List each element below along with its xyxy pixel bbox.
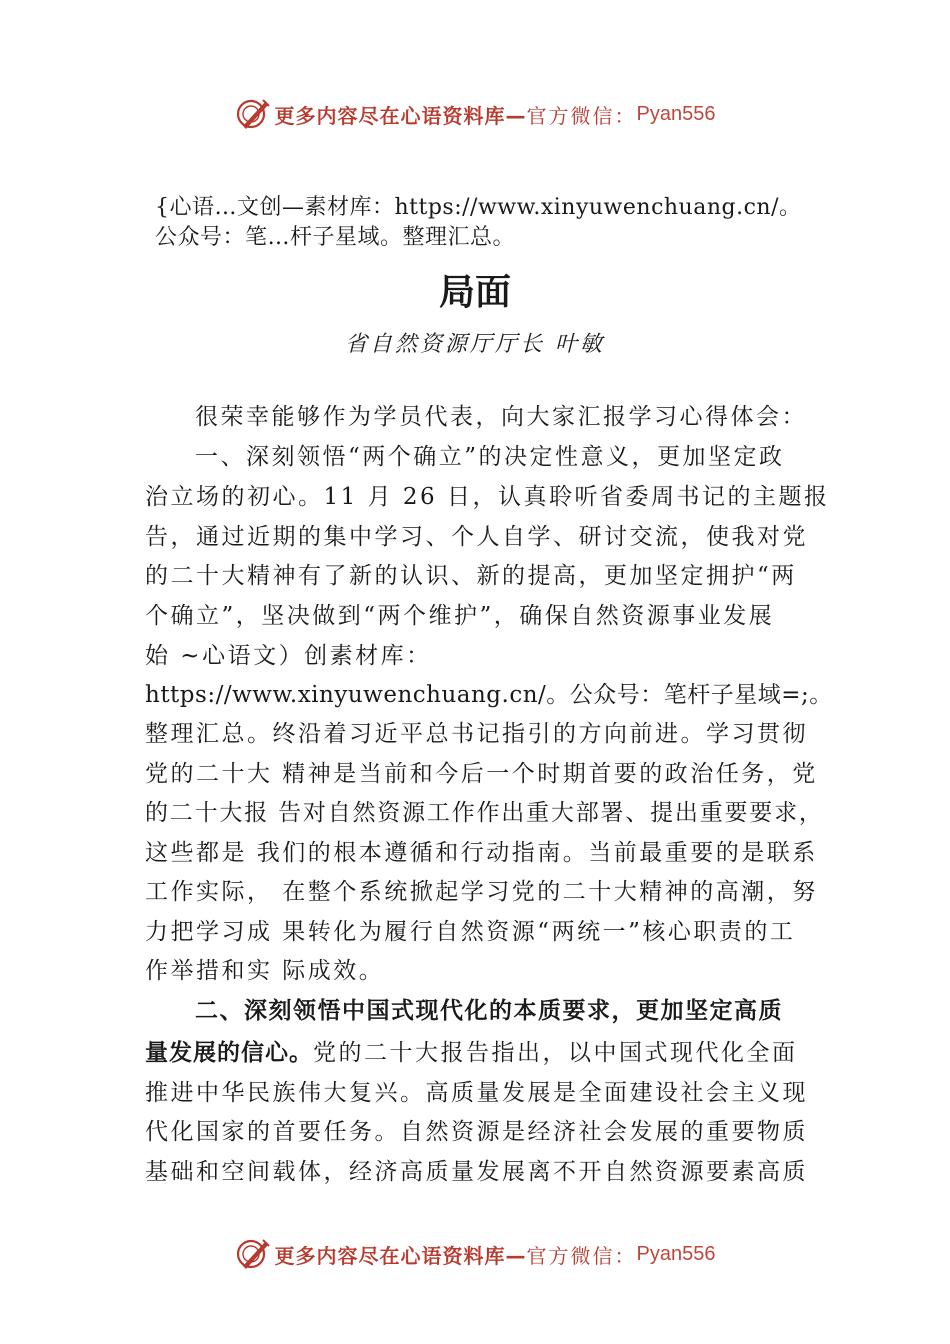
body-line: 一、深刻领悟“两个确立”的决定性意义，更加坚定政 <box>195 444 785 470</box>
section-heading: 二、深刻领悟中国式现代化的本质要求，更加坚定高质 <box>195 998 783 1024</box>
source-note-line-1: {心语…文创—素材库：https://www.xinyuwenchuang.cn/。 <box>155 195 802 220</box>
banner-wechat-id: Pyan556 <box>636 1242 716 1265</box>
body-line: 推进中华民族伟大复兴。高质量发展是全面建设社会主义现 <box>145 1080 808 1106</box>
body-line: 个确立”，坚决做到“两个维护”，确保自然资源事业发展 <box>145 603 775 629</box>
body-line: 工作实际， 在整个系统掀起学习党的二十大精神的高潮，努 <box>145 879 818 905</box>
body-line: 基础和空间载体，经济高质量发展离不开自然资源要素高质 <box>145 1159 808 1185</box>
footer-banner <box>0 1234 950 1274</box>
article-author: 省自然资源厅厅长 叶敏 <box>345 332 605 357</box>
body-line: 的二十大报 告对自然资源工作作出重大部署、提出重要要求， <box>145 800 824 826</box>
body-line: 的二十大精神有了新的认识、新的提高，更加坚定拥护“两 <box>145 563 797 589</box>
body-line: 这些都是 我们的根本遵循和行动指南。当前最重要的是联系 <box>145 840 818 866</box>
body-line: 整理汇总。终沿着习近平总书记指引的方向前进。学习贯彻 <box>145 721 808 747</box>
body-line: https://www.xinyuwenchuang.cn/。公众号：笔杆子星域=;。 <box>145 682 833 708</box>
body-line-text: 党的二十大报告指出，以中国式现代化全面 <box>313 1040 798 1066</box>
header-banner <box>0 94 950 134</box>
pen-logo-icon <box>235 1236 271 1272</box>
body-line: 始 ~心语文）创素材库： <box>145 643 432 669</box>
section-heading-continued: 量发展的信心。 <box>145 1040 313 1066</box>
body-line: 作举措和实 际成效。 <box>145 958 385 984</box>
pen-logo-icon <box>235 96 271 132</box>
article-title: 局面 <box>438 272 511 313</box>
body-line <box>145 1034 798 1073</box>
banner-text: 更多内容尽在心语资料库— <box>274 103 527 128</box>
banner-wechat-label: 官方微信： <box>526 103 637 128</box>
banner-text: 更多内容尽在心语资料库— <box>274 1243 527 1268</box>
banner-wechat-id: Pyan556 <box>636 102 716 125</box>
source-note-line-2: 公众号：笔…杆子星域。整理汇总。 <box>155 225 516 250</box>
body-line: 力把学习成 果转化为履行自然资源“两统一”核心职责的工 <box>145 919 796 945</box>
body-line: 党的二十大 精神是当前和今后一个时期首要的政治任务，党 <box>145 761 818 787</box>
body-line: 告，通过近期的集中学习、个人自学、研讨交流，使我对党 <box>145 524 808 550</box>
body-line: 代化国家的首要任务。自然资源是经济社会发展的重要物质 <box>145 1119 808 1145</box>
body-line: 治立场的初心。11 月 26 日，认真聆听省委周书记的主题报 <box>145 484 830 510</box>
banner-wechat-label: 官方微信： <box>526 1243 637 1268</box>
body-line: 很荣幸能够作为学员代表，向大家汇报学习心得体会： <box>195 404 807 430</box>
